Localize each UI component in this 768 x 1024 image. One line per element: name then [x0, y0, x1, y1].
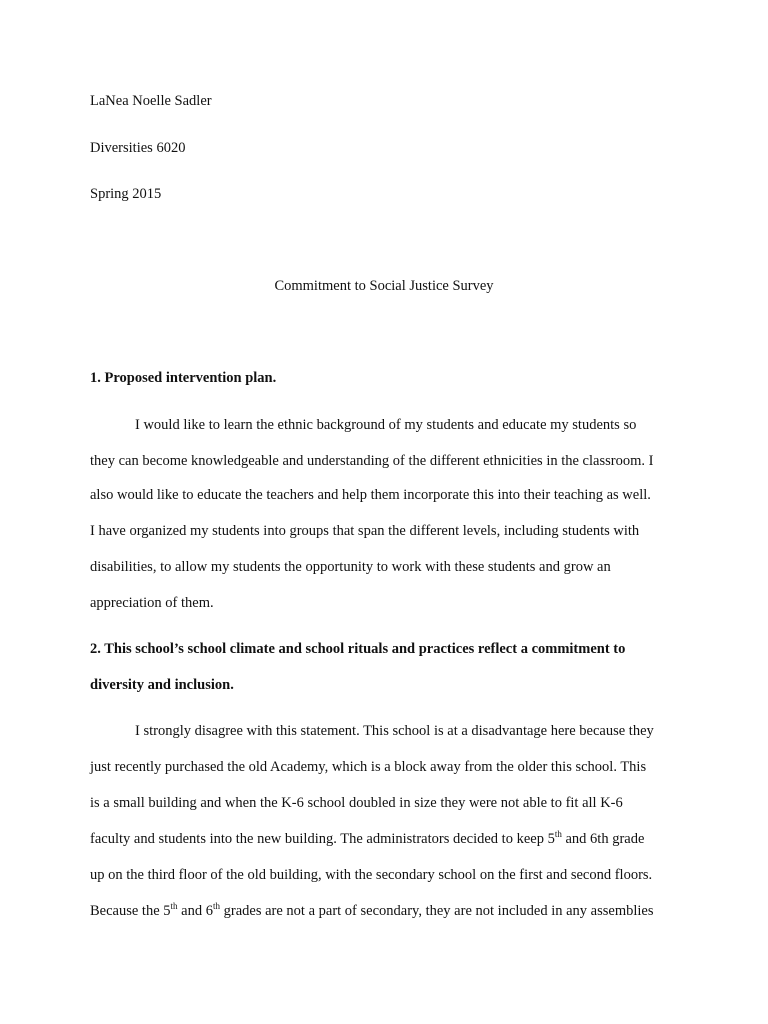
section-1-line-6: appreciation of them. [90, 595, 214, 611]
section-1-heading: 1. Proposed intervention plan. [90, 370, 277, 386]
course-name: Diversities 6020 [90, 140, 186, 156]
section-1-line-5: disabilities, to allow my students the opportunity to work with these students and grow an [90, 559, 611, 575]
ordinal-suffix: th [212, 901, 220, 911]
section-1-line-3: also would like to educate the teachers and help them incorporate this into their teaching as well. [90, 487, 651, 503]
section-1-line-2: they can become knowledgeable and understanding of the different ethnicities in the classroom. I [90, 453, 654, 469]
document-title: Commitment to Social Justice Survey [274, 278, 494, 294]
section-1-line-4: I have organized my students into groups that span the different levels, including students with [90, 523, 640, 539]
term: Spring 2015 [90, 186, 162, 202]
author-name: LaNea Noelle Sadler [90, 93, 212, 109]
section-2-line-4-text-b: and 6th grade [561, 831, 645, 847]
ordinal-suffix: th [170, 901, 178, 911]
section-1-line-1: I would like to learn the ethnic background of my students and educate my students so [135, 417, 637, 433]
section-2-heading-line-1: 2. This school’s school climate and school rituals and practices reflect a commitment to [90, 641, 626, 657]
section-2-line-1: I strongly disagree with this statement. This school is at a disadvantage here because they [135, 723, 654, 739]
section-2-line-4 [90, 830, 644, 848]
section-2-line-3: is a small building and when the K-6 school doubled in size they were not able to fit all K-6 [90, 795, 623, 811]
section-2-line-5: up on the third floor of the old building, with the secondary school on the first and second floors. [90, 867, 653, 883]
section-2-line-6-text-a: Because the 5 [90, 903, 171, 919]
section-2-line-6-text-b: and 6 [177, 903, 213, 919]
ordinal-suffix: th [554, 829, 562, 839]
section-2-line-4-text-a: faculty and students into the new building. The administrators decided to keep 5 [90, 831, 555, 847]
section-2-heading-line-2: diversity and inclusion. [90, 677, 234, 693]
section-2-line-6-text-c: grades are not a part of secondary, they are not included in any assemblies [220, 903, 654, 919]
section-2-line-2: just recently purchased the old Academy, which is a block away from the older this school. This [90, 759, 647, 775]
section-2-line-6 [90, 902, 654, 920]
